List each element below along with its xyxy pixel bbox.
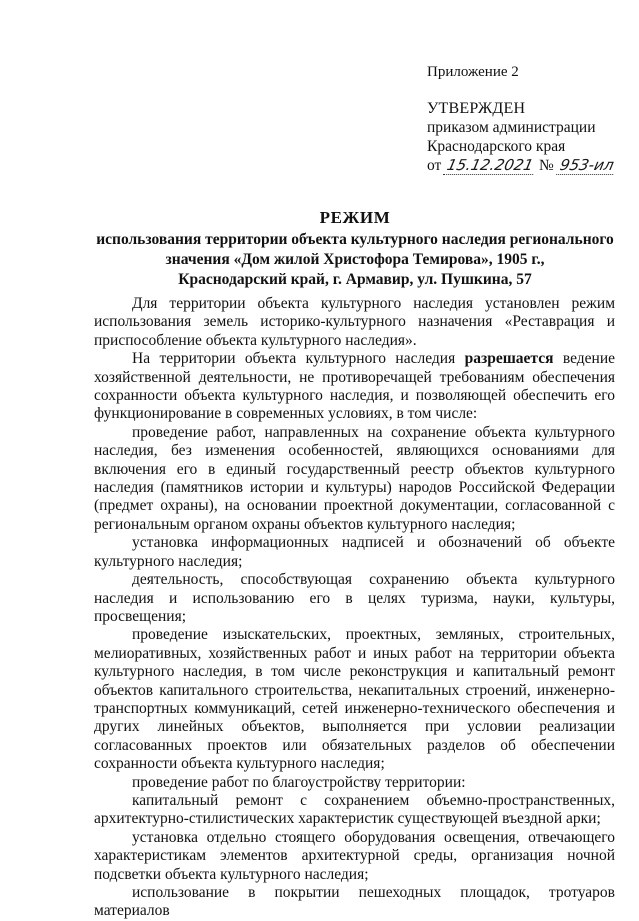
emphasis-permitted: разрешается [464, 350, 554, 368]
appendix-label: Приложение 2 [427, 64, 519, 80]
handwritten-date: 15.12.2021 [443, 157, 537, 175]
title-line-1: использования территории объекта культурного наследия регионального [96, 231, 614, 248]
approved-title: УТВЕРЖДЕН [427, 100, 526, 117]
title-line-2: значения «Дом жилой Христофора Темирова», 1905 г., [165, 251, 545, 268]
approval-date-line [427, 156, 615, 175]
paragraph: проведение работ по благоустройству территории: [132, 773, 466, 791]
paragraph-text: ведение хозяйственной деятельности, не противоречащей требованиям обеспечения сохранности объекта культурного наследия, и позволяющей обеспечить его функционирование в современных условиях, в том числе: [94, 350, 616, 423]
paragraph-text: На территории объекта культурного наследия [132, 350, 465, 368]
paragraph: капитальный ремонт с сохранением объемно-пространственных, архитектурно-стилистических характеристик существующей въездной арки; [94, 791, 615, 828]
paragraph: установка отдельно стоящего оборудования освещения, отвечающего характеристикам элементов архитектурной среды, организация ночной подсветки объекта культурного наследия; [94, 828, 615, 883]
title-word: РЕЖИМ [319, 208, 391, 227]
title-line-3: Краснодарский край, г. Армавир, ул. Пушкина, 57 [178, 271, 532, 288]
paragraph: деятельность, способствующая сохранению объекта культурного наследия и использованию его в целях туризма, науки, культуры, просвещения; [94, 571, 615, 625]
paragraph: установка информационных надписей и обозначений об объекте культурного наследия; [94, 534, 615, 570]
document-body [94, 295, 615, 921]
paragraph-permitted [94, 350, 615, 424]
approved-line-2: Краснодарского края [427, 138, 566, 155]
paragraph: Для территории объекта культурного наследия установлен режим использования земель историко-культурного назначения «Реставрация и приспособление объекта культурного наследия». [94, 295, 615, 349]
number-sign: № [538, 157, 554, 174]
document-title [95, 208, 615, 290]
paragraph: проведение работ, направленных на сохранение объекта культурного наследия, без изменения особенностей, являющихся основаниями для включения его в единый государственный реестр объектов культурного наследия (памятников истории и культуры) народов Российской Федерации (предмет охраны), на основании проектной документации, согласованной с региональным органом охраны объектов культурного наследия; [94, 423, 615, 533]
paragraph: использование в покрытии пешеходных площадок, тротуаров материалов [94, 884, 615, 920]
handwritten-number: 953-ил [556, 157, 617, 175]
approval-block [427, 99, 615, 175]
paragraph: проведение изыскательских, проектных, земляных, строительных, мелиоративных, хозяйственных работ и иных работ на территории объекта культурного наследия, в том числе реконструкция и капитальный ремонт объектов капитального строительства, некапитальных строений, инженерно-транспортных коммуникаций, сетей инженерно-технического обеспечения и других линейных объектов, выполняется при условии реализации согласованных проектов или обязательных разделов об обеспечении сохранности объекта культурного наследия; [94, 626, 615, 773]
approved-line-1: приказом администрации [427, 119, 596, 136]
date-prefix: от [427, 157, 442, 174]
